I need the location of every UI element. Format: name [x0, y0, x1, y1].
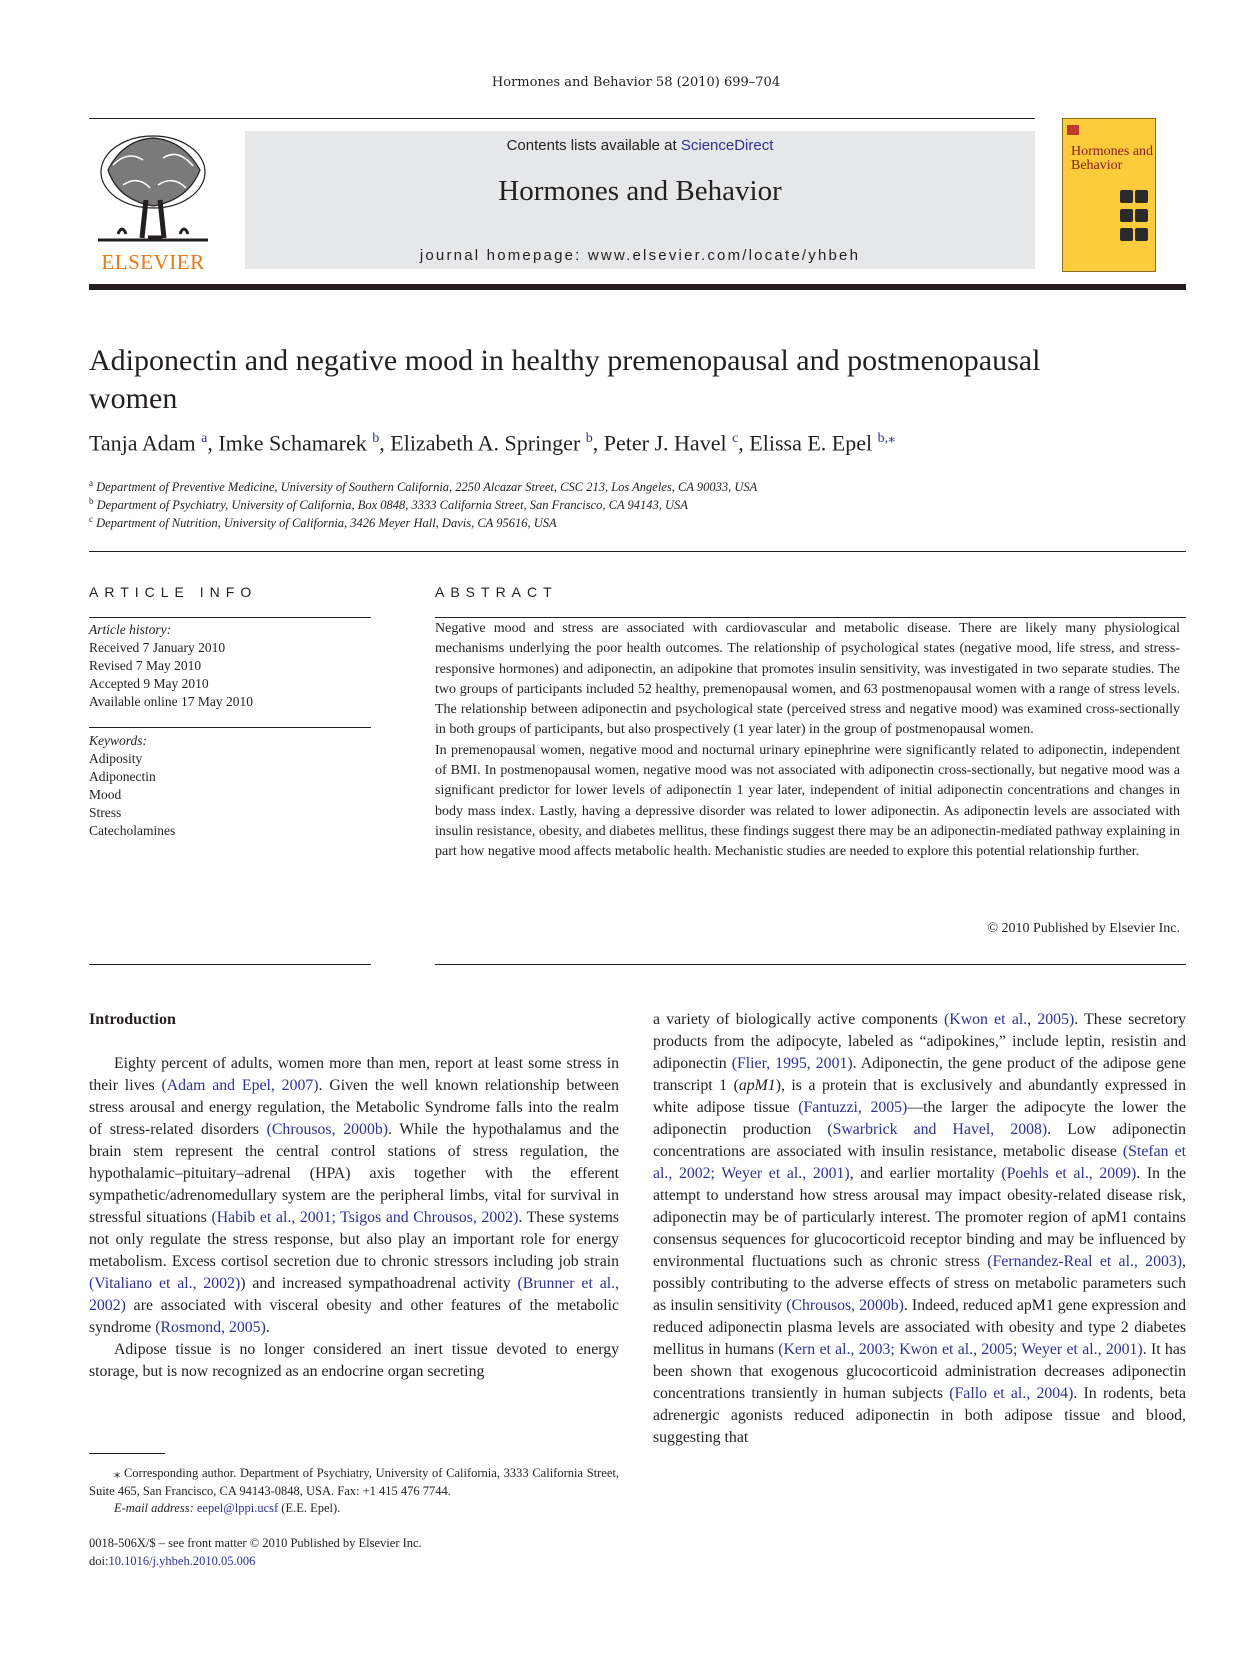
article-info-heading: ARTICLE INFO: [89, 584, 258, 600]
intro-paragraph-2: Adipose tissue is no longer considered an inert tissue devoted to energy storage, but is now recognized as an endocrine organ secreting: [89, 1341, 619, 1380]
affiliation-c: $^c$ Department of Nutrition, University of California, 3426 Meyer Hall, Davis, CA 95616, USA: [89, 514, 557, 531]
citation-link[interactable]: (Habib et al., 2001; Tsigos and Chrousos, 2002): [211, 1209, 519, 1226]
citation-link[interactable]: (Adam and Epel, 2007): [161, 1077, 319, 1094]
history-received: Received 7 January 2010: [89, 640, 226, 655]
abstract-heading: ABSTRACT: [435, 584, 558, 600]
doi-line: doi:10.1016/j.yhbeh.2010.05.006: [89, 1553, 256, 1568]
author-affiliation-marker[interactable]: b: [372, 431, 380, 446]
intro-paragraph-continued: a variety of biologically active components (Kwon et al., 2005). These secretory products from the adipocyte, labeled as “adipokines,” include leptin, resistin and adiponectin (Flier, 1995, 2001). Adiponectin, the gene product of the adipose gene transcript 1 (apM1), is a protein that is exclusively and abundantly expressed in white adipose tissue (Fantuzzi, 2005)—the larger the adipocyte the lower the adiponectin production (Swarbrick and Havel, 2008). Low adiponectin concentrations are associated with insulin resistance, metabolic disease (Stefan et al., 2002; Weyer et al., 2001), and earlier mortality (Poehls et al., 2009). In the attempt to understand how stress arousal may impact obesity-related disease risk, adiponectin may be of particularly interest. The promoter region of apM1 contains consensus sequences for glucocorticoid receptor binding and may be influenced by environmental fluctuations such as chronic stress (Fernandez-Real et al., 2003), possibly contributing to the adverse effects of stress on metabolic parameters such as insulin sensitivity (Chrousos, 2000b). Indeed, reduced apM1 gene expression and reduced adiponectin plasma levels are associated with obesity and type 2 diabetes mellitus in humans (Kern et al., 2003; Kwon et al., 2005; Weyer et al., 2001). It has been shown that exogenous glucocorticoid administration decreases adiponectin concentrations transiently in human subjects (Fallo et al., 2004). In rodents, beta adrenergic agonists reduced adiponectin in both adipose tissue and blood, suggesting that: [653, 1011, 1187, 1446]
citation-link[interactable]: (Poehls et al., 2009): [1001, 1165, 1137, 1182]
elsevier-wordmark: ELSEVIER: [101, 250, 205, 274]
contents-line: [245, 137, 1035, 154]
journal-masthead: [245, 131, 1035, 269]
cover-logo-mark: [1067, 125, 1079, 135]
keyword: Stress: [89, 805, 122, 820]
abstract-text: [435, 619, 1180, 863]
citation-link[interactable]: (Fallo et al., 2004): [949, 1385, 1074, 1402]
corresponding-text: Corresponding author. Department of Psychiatry, University of California, 3333 California Street, Suite 465, San Francisco, CA 94143-0848, USA. Fax: +1 415 476 7744.: [89, 1466, 619, 1498]
footnote-rule: [89, 1453, 165, 1454]
keyword: Catecholamines: [89, 823, 176, 838]
citation-link[interactable]: (Fernandez-Real et al., 2003): [987, 1253, 1183, 1270]
journal-cover-image[interactable]: [1062, 118, 1156, 272]
cover-title: Hormones and Behavior: [1071, 144, 1154, 173]
citation-link[interactable]: (Kern et al., 2003; Kwon et al., 2005; Weyer et al., 2001): [778, 1341, 1143, 1358]
keywords-rule: [89, 727, 371, 728]
email-label: E-mail address:: [114, 1501, 194, 1515]
corresponding-author-footnote: ⁎ Corresponding author. Department of Psychiatry, University of California, 3333 California Street, Suite 465, San Francisco, CA 94143-0848, USA. Fax: +1 415 476 7744. E-mail address: eepel@lppi.ucsf (E.E. Epel).: [89, 1466, 619, 1515]
author-name: Imke Schamarek: [218, 430, 373, 456]
citation-link[interactable]: (Swarbrick and Havel, 2008): [827, 1121, 1048, 1138]
history-accepted: Accepted 9 May 2010: [89, 676, 209, 691]
citation-link[interactable]: (Flier, 1995, 2001): [731, 1055, 853, 1072]
header-top-rule: [89, 118, 1035, 119]
abstract-rule: [435, 617, 1186, 618]
author-name: Elizabeth A. Springer: [390, 430, 586, 456]
journal-reference: Hormones and Behavior 58 (2010) 699–704: [491, 75, 781, 90]
body-left-column: [89, 1053, 619, 1383]
citation-link[interactable]: (Stefan et al., 2002; Weyer et al., 2001): [653, 1143, 1186, 1182]
citation-link[interactable]: (Fantuzzi, 2005): [798, 1099, 908, 1116]
article-history: [89, 621, 369, 711]
history-label: Article history:: [89, 622, 172, 637]
citation-link[interactable]: (Kwon et al., 2005): [944, 1011, 1075, 1028]
gene-name: apM1: [738, 1077, 776, 1094]
author-name: Elissa E. Epel: [749, 430, 878, 456]
author-affiliation-marker[interactable]: b,⁎: [877, 431, 896, 446]
issn-line: 0018-506X/$ – see front matter © 2010 Published by Elsevier Inc.: [89, 1536, 422, 1550]
affiliation-a: $^a$ Department of Preventive Medicine, University of Southern California, 2250 Alcazar Street, CSC 213, Los Angeles, CA 90033, USA: [89, 478, 758, 495]
abstract-copyright: © 2010 Published by Elsevier Inc.: [987, 921, 1180, 936]
keyword: Mood: [89, 787, 122, 802]
history-online: Available online 17 May 2010: [89, 694, 253, 709]
citation-link[interactable]: (Chrousos, 2000b): [786, 1297, 904, 1314]
introduction-heading: Introduction: [89, 1011, 176, 1028]
tree-icon: [88, 130, 218, 248]
citation-link[interactable]: (Chrousos, 2000b): [266, 1121, 389, 1138]
keywords-label: Keywords:: [89, 733, 147, 748]
keyword: Adiponectin: [89, 769, 156, 784]
front-matter-rule: [89, 551, 1186, 552]
author-name: Peter J. Havel: [603, 430, 733, 456]
article-info-bottom-rule: [89, 964, 371, 965]
cover-brain-images: [1119, 189, 1149, 246]
front-matter-meta: [89, 1535, 619, 1570]
sciencedirect-link[interactable]: ScienceDirect: [680, 137, 774, 154]
keywords: [89, 732, 369, 840]
contents-prefix: Contents lists available at: [506, 137, 677, 154]
header-thick-rule: [89, 284, 1186, 290]
author-affiliation-marker[interactable]: a: [201, 431, 208, 446]
journal-title: Hormones and Behavior: [498, 175, 782, 207]
article-info-rule: [89, 617, 371, 618]
citation-link[interactable]: (Rosmond, 2005): [155, 1319, 266, 1336]
author-list: Tanja Adam $^a$, Imke Schamarek $^b$, Elizabeth A. Springer $^b$, Peter J. Havel $^c$, Elissa E. Epel $^{b,⁎}$: [89, 430, 896, 456]
history-revised: Revised 7 May 2010: [89, 658, 202, 673]
author-affiliation-marker[interactable]: b: [585, 431, 593, 446]
article-title: Adiponectin and negative mood in healthy premenopausal and postmenopausal women: [89, 344, 1041, 415]
abstract-paragraph-1: Negative mood and stress are associated with cardiovascular and metabolic disease. There are likely many physiological mechanisms underlying the poor health outcomes. The relationship of psychological states (negative mood, life stress, and stress-responsive hormones) and adiponectin, an adipokine that promotes insulin sensitivity, was investigated in two separate studies. The two groups of participants included 52 healthy, premenopausal women, and 63 postmenopausal women with a range of stress levels. The relationship between adiponectin and psychological state (perceived stress and negative mood) was examined cross-sectionally in both groups of participants, but also prospectively (1 year later) in the group of postmenopausal women.: [435, 621, 1180, 738]
keyword: Adiposity: [89, 751, 143, 766]
body-right-column: [653, 1009, 1186, 1449]
author-name: Tanja Adam: [89, 430, 202, 456]
elsevier-logo[interactable]: [88, 130, 218, 275]
author-affiliation-marker[interactable]: c: [732, 431, 739, 446]
journal-homepage[interactable]: journal homepage: www.elsevier.com/locate/yhbeh: [419, 247, 861, 264]
intro-paragraph-1: Eighty percent of adults, women more than men, report at least some stress in their lives (Adam and Epel, 2007). Given the well known relationship between stress arousal and energy regulation, the Metabolic Syndrome falls into the realm of stress-related disorders (Chrousos, 2000b). While the hypothalamus and the brain stem represent the central control stations of stress regulation, the hypothalamic–pituitary–adrenal (HPA) axis together with the efferent sympathetic/adrenomedullary system are the peripheral limbs, vital for survival in stressful situations (Habib et al., 2001; Tsigos and Chrousos, 2002). These systems not only regulate the stress response, but also play an important role for energy metabolism. Excess cortisol secretion due to chronic stressors including job strain (Vitaliano et al., 2002)) and increased sympathoadrenal activity (Brunner et al., 2002) are associated with visceral obesity and other features of the metabolic syndrome (Rosmond, 2005).: [89, 1055, 620, 1336]
citation-link[interactable]: (Brunner et al., 2002): [89, 1275, 619, 1314]
abstract-paragraph-2: In premenopausal women, negative mood and nocturnal urinary epinephrine were significantly related to adiponectin, independent of BMI. In postmenopausal women, negative mood was not associated with adiponectin cross-sectionally, but negative mood was a significant predictor for lower levels of adiponectin 1 year later, independent of initial adiponectin concentrations and changes in body mass index. Lastly, having a depressive disorder was related to lower adiponectin. As adiponectin levels are associated with insulin resistance, obesity, and diabetes mellitus, these findings suggest there may be an adiponectin-mediated pathway explaining in part how negative mood affects metabolic health. Mechanistic studies are needed to explore this potential relationship further.: [435, 742, 1180, 860]
affiliation-b: $^b$ Department of Psychiatry, University of California, Box 0848, 3333 California Street, San Francisco, CA 94143, USA: [89, 496, 688, 513]
citation-link[interactable]: (Vitaliano et al., 2002): [89, 1275, 241, 1292]
abstract-bottom-rule: [435, 964, 1186, 965]
email-link[interactable]: eepel@lppi.ucsf: [196, 1501, 279, 1515]
doi-link[interactable]: 10.1016/j.yhbeh.2010.05.006: [108, 1553, 256, 1568]
